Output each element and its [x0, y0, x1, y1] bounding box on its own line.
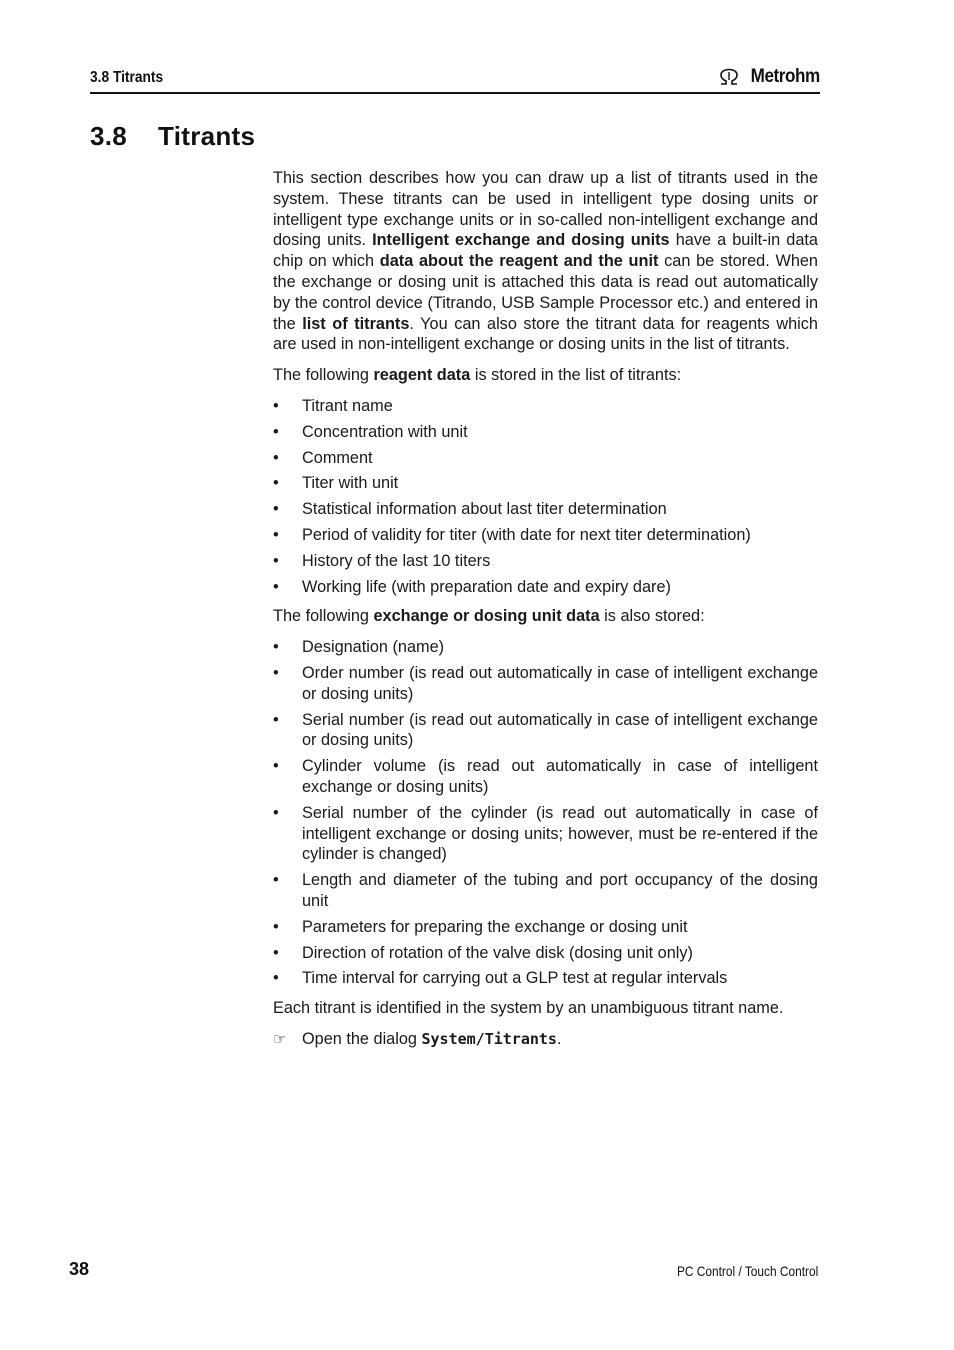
- reagent-intro: The following reagent data is stored in the list of titrants:: [273, 366, 682, 385]
- list-item: • Designation (name): [273, 638, 445, 657]
- list-item: • Comment: [273, 448, 373, 467]
- list-item: • Concentration with unit: [273, 422, 468, 441]
- metrohm-logo: [718, 66, 820, 88]
- section-number: 3.8: [90, 121, 128, 151]
- section-title: Titrants: [158, 121, 256, 151]
- list-item: • Titer with unit: [273, 474, 399, 493]
- list-item: • Time interval for carrying out a GLP test at regular intervals: [273, 969, 728, 988]
- list-item: • Length and diameter of the tubing and port occupancy of the dosing unit: [273, 871, 818, 910]
- list-item: • Titrant name: [273, 396, 393, 415]
- page-header: [90, 66, 820, 94]
- list-item: • Statistical information about last titer determination: [273, 500, 667, 519]
- list-item: • History of the last 10 titers: [273, 551, 491, 570]
- list-item: • Order number (is read out automatically in case of intelligent exchange or dosing units): [273, 663, 818, 703]
- list-item: • Parameters for preparing the exchange or dosing unit: [273, 917, 688, 936]
- unit-intro: The following exchange or dosing unit data is also stored:: [273, 607, 705, 626]
- dialog-path: System/Titrants: [421, 1029, 557, 1048]
- instruction-hint: ☞ Open the dialog System/Titrants.: [273, 1029, 818, 1051]
- unit-data-list: [273, 637, 818, 989]
- intro-paragraph: This section describes how you can draw up a list of titrants used in the system. These titrants can be used in intelligent type dosing units or intelligent type exchange units or in so-called non-intelligent exchange and dosing units. Intelligent exchange and dosing units have a built-in data chip on which data about the reagent and the unit can be stored. When the exchange or dosing unit is attached this data is read out automatically by the control device (Titrando, USB Sample Processor etc.) and entered in the list of titrants. You can also store the titrant data for reagents which are used in non-intelligent exchange or dosing units in the list of titrants.: [273, 169, 818, 354]
- list-item: • Serial number of the cylinder (is read out automatically in case of intelligent exchange or dosing units; however, must be re-entered if the cylinder is changed): [273, 803, 818, 864]
- header-section-title: 3.8 Titrants: [90, 69, 164, 86]
- list-item: • Direction of rotation of the valve disk (dosing unit only): [273, 943, 693, 962]
- list-item: • Period of validity for titer (with date for next titer determination): [273, 525, 751, 544]
- page-title: [90, 121, 255, 152]
- pointing-hand-icon: ☞: [273, 1030, 287, 1048]
- list-item: • Serial number (is read out automatically in case of intelligent exchange or dosing units): [273, 710, 818, 750]
- main-content: [273, 168, 818, 1061]
- reagent-data-list: [273, 396, 818, 597]
- metrohm-omega-icon: [718, 68, 740, 86]
- footer-doc-title: PC Control / Touch Control: [676, 1263, 818, 1279]
- page-number: 38: [69, 1259, 90, 1279]
- closing-paragraph: Each titrant is identified in the system by an unambiguous titrant name.: [273, 999, 784, 1018]
- logo-text: Metrohm: [750, 66, 820, 87]
- list-item: • Working life (with preparation date and expiry dare): [273, 577, 671, 596]
- list-item: • Cylinder volume (is read out automatically in case of intelligent exchange or dosing units): [273, 757, 818, 796]
